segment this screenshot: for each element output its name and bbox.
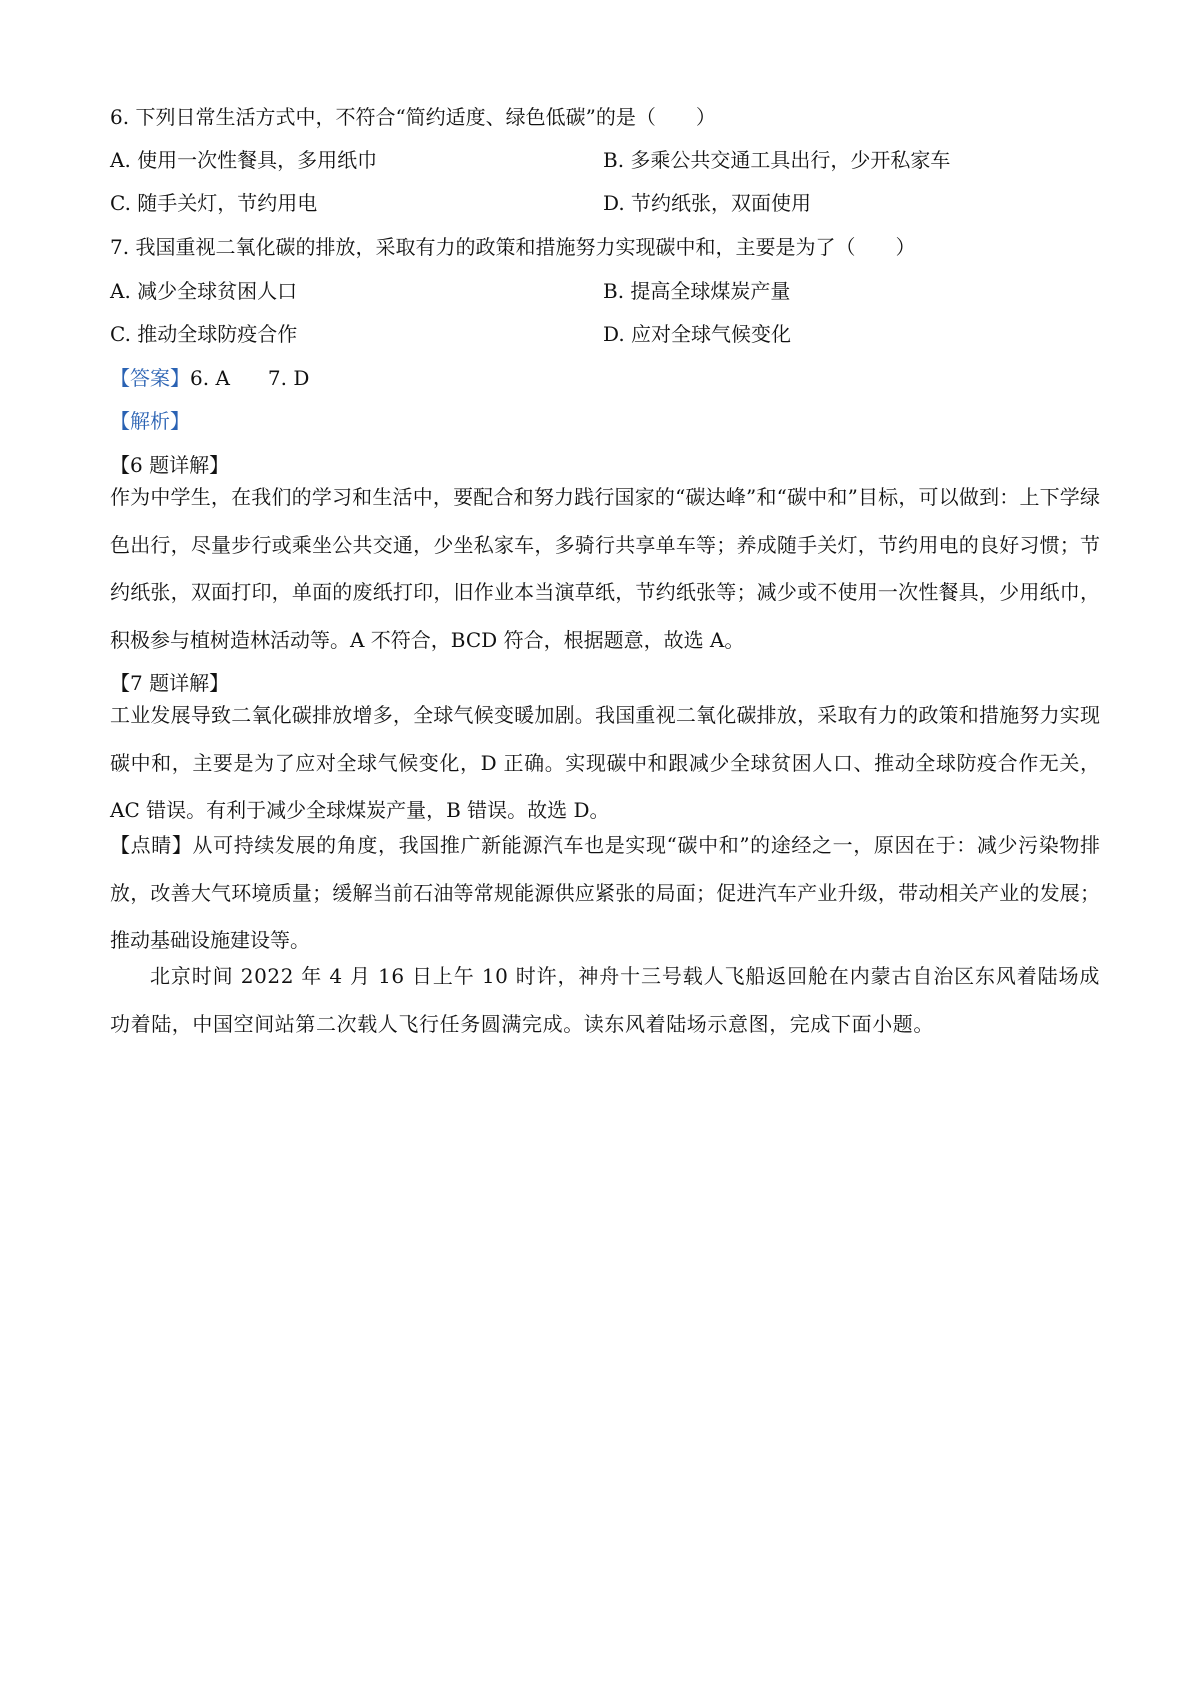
answer-q6: 6. A [190, 366, 230, 390]
q6-detail-text: 作为中学生，在我们的学习和生活中，要配合和努力践行国家的“碳达峰”和“碳中和”目标，可以做到：上下学绿色出行，尽量步行或乘坐公共交通，少坐私家车，多骑行共享单车等；养成随手关灯，节约用电的良好习惯；节约纸张，双面打印，单面的废纸打印，旧作业本当演草纸，节约纸张等；减少或不使用一次性餐具，少用纸巾，积极参与植树造林活动等。A 不符合，BCD 符合，根据题意，故选 A。 [110, 485, 1100, 652]
answer-q7: 7. D [267, 366, 310, 390]
q7-detail-heading: 【7 题详解】 [110, 671, 230, 695]
q6-detail-heading: 【6 题详解】 [110, 453, 230, 477]
question-6-option-d: D. 节约纸张，双面使用 [603, 191, 812, 215]
question-6-option-a: A. 使用一次性餐具，多用纸巾 [110, 148, 378, 172]
tips-text: 从可持续发展的角度，我国推广新能源汽车也是实现“碳中和”的途经之一，原因在于：减少污染物排放，改善大气环境质量；缓解当前石油等常规能源供应紧张的局面；促进汽车产业升级，带动相关产业的发展；推动基础设施建设等。 [110, 833, 1101, 952]
question-7-option-d: D. 应对全球气候变化 [603, 322, 792, 346]
question-7-stem: 7. 我国重视二氧化碳的排放，采取有力的政策和措施努力实现碳中和，主要是为了（ ） [110, 235, 916, 259]
q7-detail-text: 工业发展导致二氧化碳排放增多，全球气候变暖加剧。我国重视二氧化碳排放，采取有力的政策和措施努力实现碳中和，主要是为了应对全球气候变化，D 正确。实现碳中和跟减少全球贫困人口、推动全球防疫合作无关，AC 错误。有利于减少全球煤炭产量，B 错误。故选 D。 [110, 703, 1100, 822]
answer-line [110, 364, 309, 392]
question-6-option-b: B. 多乘公共交通工具出行，少开私家车 [603, 148, 951, 172]
intro-paragraph: 北京时间 2022 年 4 月 16 日上午 10 时许，神舟十三号载人飞船返回舱在内蒙古自治区东风着陆场成功着陆，中国空间站第二次载人飞行任务圆满完成。读东风着陆场示意图，完成下面小题。 [110, 964, 1100, 1036]
question-7-option-a: A. 减少全球贫困人口 [110, 279, 298, 303]
analysis-label: 【解析】 [110, 409, 190, 433]
tips-label: 【点睛】 [110, 833, 193, 857]
question-7-option-c: C. 推动全球防疫合作 [110, 322, 298, 346]
answer-label: 【答案】 [110, 366, 190, 390]
question-6-stem: 6. 下列日常生活方式中，不符合“简约适度、绿色低碳”的是（ ） [110, 105, 716, 129]
question-6-option-c: C. 随手关灯，节约用电 [110, 191, 318, 215]
tips-paragraph [110, 822, 1100, 965]
question-7-option-b: B. 提高全球煤炭产量 [603, 279, 791, 303]
